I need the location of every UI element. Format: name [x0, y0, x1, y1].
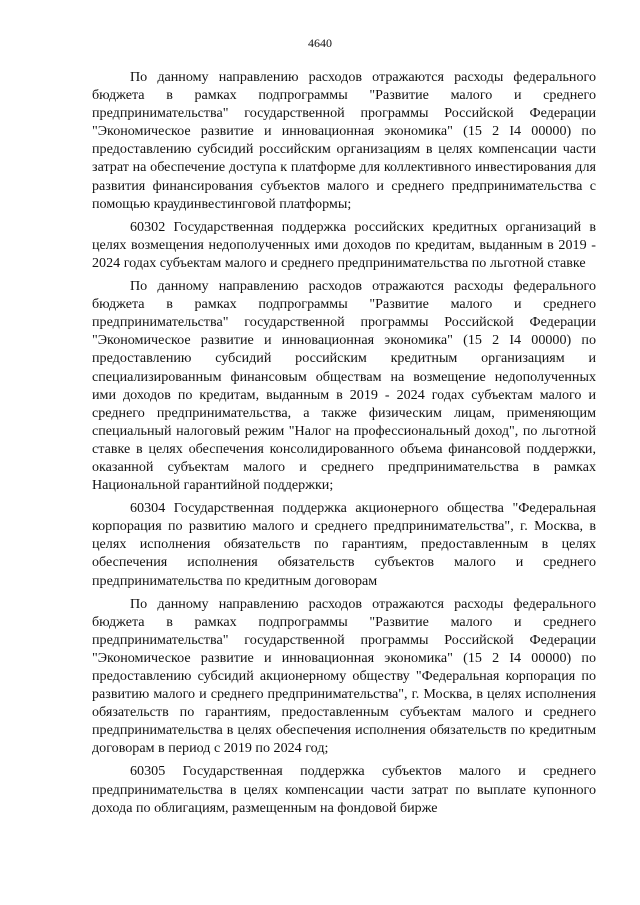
- paragraph-code-60305: 60305 Государственная поддержка субъектов малого и среднего предпринимательства в целях компенсации части затрат по выплате купонного дохода по облигациям, размещенным на фондовой бирже: [92, 763, 596, 816]
- paragraph-code-60302: 60302 Государственная поддержка российских кредитных организаций в целях возмещения недополученных ими доходов по кредитам, выданным в 2019 - 2024 годах субъектам малого и среднего предпринимательства по льготной ставке: [92, 218, 596, 271]
- page-number: 4640: [308, 36, 332, 50]
- paragraph-funding-direction-crowdinvesting: По данному направлению расходов отражаются расходы федерального бюджета в рамках подпрограммы "Развитие малого и среднего предпринимательства" государственной программы Российской Федерации "Экономическое развитие и инновационная экономика" (15 2 I4 00000) по предоставлению субсидий российским организациям в целях компенсации части затрат на обеспечение доступа к платформе для коллективного инвестирования для развития финансирования субъектов малого и среднего предпринимательства с помощью краудинвестинговой платформы;: [92, 69, 596, 212]
- paragraph-funding-direction-guarantees: По данному направлению расходов отражаются расходы федерального бюджета в рамках подпрограммы "Развитие малого и среднего предпринимательства" государственной программы Российской Федерации "Экономическое развитие и инновационная экономика" (15 2 I4 00000) по предоставлению субсидий акционерному обществу "Федеральная корпорация по развитию малого и среднего предпринимательства", г. Москва, в целях исполнения обязательств по гарантиям, предоставленным субъектам малого и среднего предпринимательства в целях обеспечения исполнения обязательств по кредитным договорам в период с 2019 по 2024 год;: [92, 595, 596, 757]
- document-body: [92, 68, 596, 817]
- paragraph-funding-direction-credit-organizations: По данному направлению расходов отражаются расходы федерального бюджета в рамках подпрограммы "Развитие малого и среднего предпринимательства" государственной программы Российской Федерации "Экономическое развитие и инновационная экономика" (15 2 I4 00000) по предоставлению субсидий российским кредитным организациям и специализированным финансовым обществам на возмещение недополученных ими доходов по кредитам, выданным в 2019 - 2024 годах субъектам малого и среднего предпринимательства, а также физическим лицам, применяющим специальный налоговый режим "Налог на профессиональный доход", по льготной ставке в целях обеспечения консолидированного объема финансовой поддержки, оказанной субъектам малого и среднего предпринимательства в рамках Национальной гарантийной поддержки;: [92, 278, 596, 494]
- paragraph-code-60304: 60304 Государственная поддержка акционерного общества "Федеральная корпорация по развитию малого и среднего предпринимательства", г. Москва, в целях исполнения обязательств по гарантиям, предоставленным в целях обеспечения исполнения обязательств субъектов малого и среднего предпринимательства по кредитным договорам: [92, 500, 596, 589]
